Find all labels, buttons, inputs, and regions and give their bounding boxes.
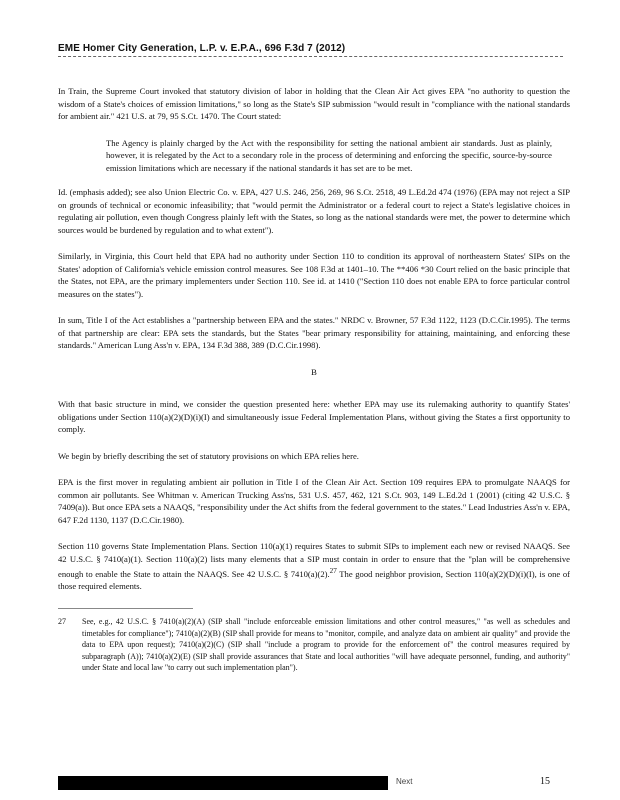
footnote — [58, 616, 570, 674]
block-quote: The Agency is plainly charged by the Act with the responsibility for setting the national ambient air standards. Just as plainly, however, it is relegated by the Act to a secondary role in the process of determining and enforcing the specific, source-by-source emission limitations which are necessary if the national standards it has set are to be met. — [106, 137, 552, 173]
paragraph-union-electric: Id. (emphasis added); see also Union Electric Co. v. EPA, 427 U.S. 246, 256, 269, 96 S.Ct. 2518, 49 L.Ed.2d 474 (1976) (EPA may not reject a SIP on grounds of technical or economic infeasibility; that "would permit the Administrator or a federal court to reject a State's legislative choices in regulating air pollution, even though Congress plainly left with the States, so long as the national standards were met, the power to determine which sources would be burdened by regulation and to what extent"). — [58, 187, 570, 235]
paragraph-in-sum: In sum, Title I of the Act establishes a "partnership between EPA and the states." NRDC v. Browner, 57 F.3d 1122, 1123 (D.C.Cir.1995). The terms of that partnership are clear: EPA sets the standards, but the States "bear primary responsibility for attaining, maintaining, and enforcing these standards." American Lung Ass'n v. EPA, 134 F.3d 388, 389 (D.C.Cir.1998). — [58, 315, 570, 350]
footnote-number[interactable]: 27 — [58, 617, 66, 626]
footnote-divider — [58, 608, 193, 609]
paragraph-statutory: We begin by briefly describing the set of statutory provisions on which EPA relies here. — [58, 450, 359, 461]
paragraph-section-110-text: Section 110 governs State Implementation Plans. Section 110(a)(1) requires States to submit SIPs to implement each new or revised NAAQS. See 42 U.S.C. § 7410(a)(1). Section 110(a)(2) lists many elements that a SIP must contain in order to ensure that the "plan will be comprehensive enough to enable the State to attain the NAAQS. See 42 U.S.C. § 7410(a)(2). — [58, 541, 570, 579]
paragraph-train: In Train, the Supreme Court invoked that statutory division of labor in holding that the Clean Air Act gives EPA "no authority to question the wisdom of a State's choices of emission limitations," so long as the State's SIP submission "would result in "compliance with the national standards for ambient air." 421 U.S. at 79, 95 S.Ct. 1470. The Court stated: — [58, 86, 570, 121]
footnote-text: See, e.g., 42 U.S.C. § 7410(a)(2)(A) (SIP shall "include enforceable emission limitations and other control measures," "as well as schedules and timetables for compliance"); 7410(a)(2)(B) (SIP shall provide for means to "monitor, compile, and analyze data on ambient air quality" and provide the data to EPA upon request); 7410(a)(2)(C) (SIP shall "include a program to provide for the enforcement of" the control measures required by subparagraph (A)); 7410(a)(2)(E) (SIP shall provide assurances that State and local authorities "will have adequate personnel, funding, and authority" under State and local law "to carry out such implementation plan"). — [82, 617, 570, 672]
footer-text: Next — [396, 777, 413, 786]
paragraph-question: With that basic structure in mind, we consider the question presented here: whether EPA may use its rulemaking authority to quantify States' obligations under Section 110(a)(2)(D)(i)(I) and simultaneously issue Federal Implementation Plans, without giving the States a first opportunity to comply. — [58, 399, 570, 434]
document-header: EME Homer City Generation, L.P. v. E.P.A., 696 F.3d 7 (2012) — [58, 43, 346, 54]
page-number: 15 — [540, 776, 550, 787]
paragraph-virginia: Similarly, in Virginia, this Court held that EPA had no authority under Section 110 to condition its approval of northeastern States' SIPs on the States' adoption of California's vehicle emission control measures. See 108 F.3d at 1401–10. The **406 *30 Court relied on the basic principle that the States, not EPA, are the primary implementers under Section 110. See id. at 1410 ("Section 110 does not enable EPA to force particular control measures on the states"). — [58, 251, 570, 299]
footnote-ref-link[interactable]: 27 — [329, 567, 337, 575]
document-body — [58, 85, 570, 607]
paragraph-section-110 — [58, 540, 570, 593]
paragraph-section-110-tail: The good neighbor provision, Section 110(a)(2)(D)(i)(I), is one of those required elements. — [58, 568, 570, 592]
footer-redaction-bar — [58, 776, 388, 790]
header-divider — [58, 56, 563, 58]
section-heading: B — [311, 366, 317, 377]
paragraph-first-mover: EPA is the first mover in regulating ambient air pollution in Title I of the Clean Air Act. Section 109 requires EPA to promulgate NAAQS for common air pollutants. See Whitman v. American Trucking Ass'ns, 531 U.S. 457, 462, 121 S.Ct. 903, 149 L.Ed.2d 1 (2001) (citing 42 U.S.C. § 7409(a)). But once EPA sets a NAAQS, "responsibility under the Act shifts from the federal government to the states." Lead Industries Ass'n v. EPA, 647 F.2d 1130, 1137 (D.C.Cir.1980). — [58, 477, 570, 525]
